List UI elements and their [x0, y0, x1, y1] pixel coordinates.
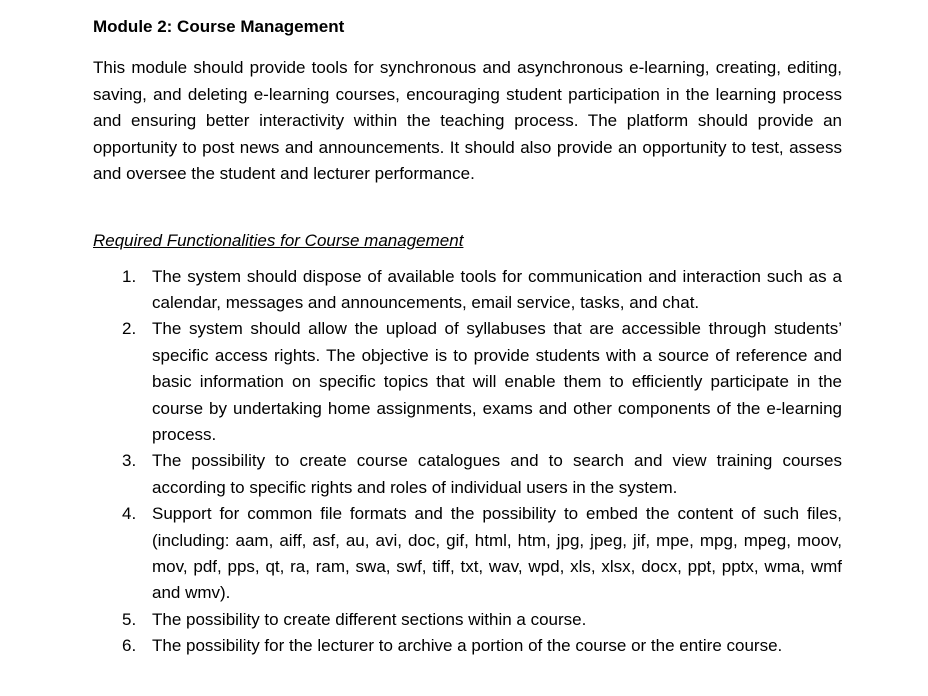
- list-item: [122, 633, 842, 659]
- list-item: [122, 264, 842, 317]
- list-item: [122, 316, 842, 448]
- list-item-number: 6.: [122, 636, 137, 656]
- list-item: [122, 448, 842, 501]
- list-item-text: The system should dispose of available tools for communication and interaction such as a calendar, messages and announcements, email service, tasks, and chat.: [152, 266, 842, 312]
- list-item-number: 2.: [122, 319, 137, 339]
- list-item: [122, 501, 842, 607]
- list-item-number: 4.: [122, 504, 137, 524]
- module-heading: Module 2: Course Management: [93, 17, 345, 36]
- requirements-list: [93, 264, 842, 660]
- list-item-number: 5.: [122, 609, 137, 629]
- functionalities-subheading: Required Functionalities for Course management: [93, 230, 464, 250]
- list-item: [122, 607, 842, 633]
- intro-paragraph: This module should provide tools for synchronous and asynchronous e-learning, creating, editing, saving, and deleting e-learning courses, encouraging student participation in the learning process and ensuring better interactivity within the teaching process. The platform should provide an opportunity to post news and announcements. It should also provide an opportunity to test, assess and oversee the student and lecturer performance.: [93, 58, 842, 183]
- list-item-number: 1.: [122, 266, 137, 286]
- list-item-text: The possibility to create course catalogues and to search and view training courses according to specific rights and roles of individual users in the system.: [152, 451, 842, 497]
- list-item-text: The possibility for the lecturer to archive a portion of the course or the entire course.: [152, 636, 783, 656]
- list-item-text: Support for common file formats and the possibility to embed the content of such files, (including: aam, aiff, asf, au, avi, doc, gif, html, htm, jpg, jpeg, jif, mpe, mpg, mpeg, moov, mov, pdf, pps, qt, ra, ram, swa, swf, tiff, txt, wav, wpd, xls, xlsx, docx, ppt, pptx, wma, wmf and wmv).: [152, 504, 842, 603]
- list-item-number: 3.: [122, 451, 137, 471]
- list-item-text: The possibility to create different sections within a course.: [152, 609, 587, 629]
- list-item-text: The system should allow the upload of syllabuses that are accessible through students’ specific access rights. The objective is to provide students with a source of reference and basic information on specific topics that will enable them to efficiently participate in the course by undertaking home assignments, exams and other components of the e-learning process.: [152, 319, 842, 444]
